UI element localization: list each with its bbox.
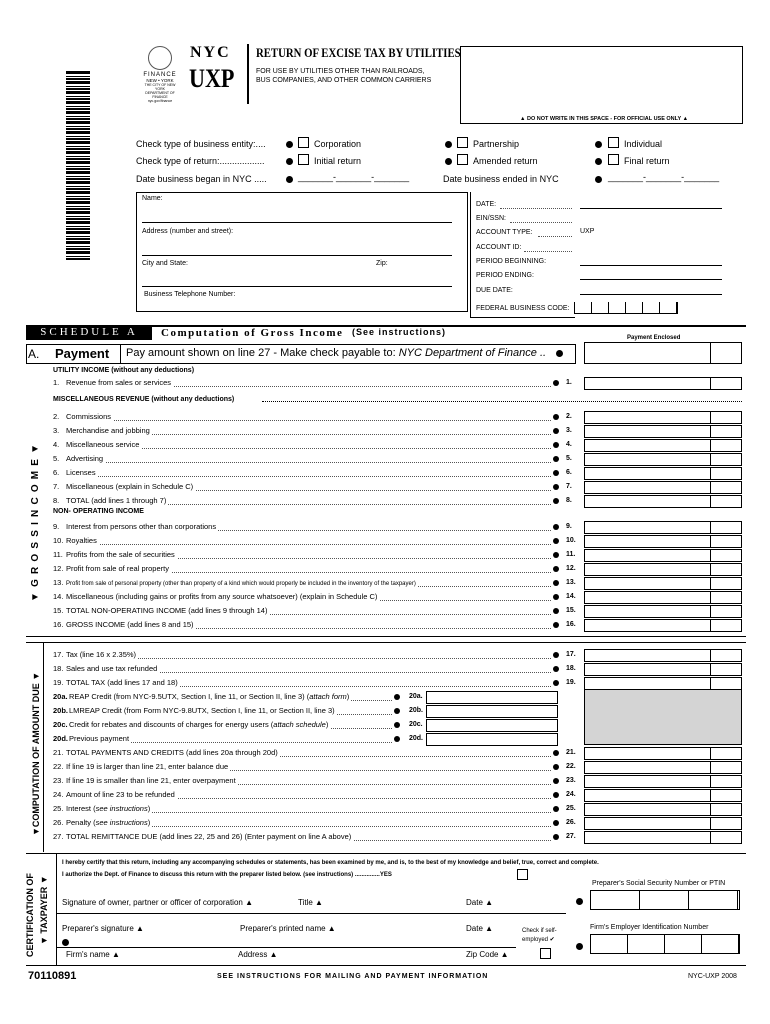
line-description: Profit from sale of real property [66, 564, 169, 573]
line-description: Revenue from sales or services [66, 378, 172, 387]
line-amount-field[interactable] [584, 549, 742, 562]
line-row [53, 817, 152, 829]
line-number: 23. [53, 775, 66, 787]
line-amount-field[interactable] [584, 425, 742, 438]
line-number: 2. [53, 411, 66, 423]
line-row [53, 733, 131, 745]
line-number: 24. [53, 789, 66, 801]
line-description: Profit from sale of personal property (other than property of a kind which would properly be included in the inventory of the taxpayer) [66, 581, 416, 587]
line-number: 14. [53, 591, 66, 603]
line-row [53, 705, 337, 717]
corporation-checkbox[interactable] [298, 137, 309, 148]
official-use-label: ▲ DO NOT WRITE IN THIS SPACE - FOR OFFICIAL USE ONLY ▲ [520, 116, 689, 122]
line-description: TOTAL REMITTANCE DUE (add lines 22, 25 and 26) (Enter payment on line A above) [66, 832, 352, 841]
mailing-instructions: SEE INSTRUCTIONS FOR MAILING AND PAYMENT INFORMATION [217, 973, 489, 980]
line-description: TOTAL NON-OPERATING INCOME (add lines 9 through 14) [66, 606, 268, 615]
line-number: 6. [53, 467, 66, 479]
line-ref-number: 25. [566, 805, 576, 812]
line-row [53, 649, 138, 661]
line-ref-number: 17. [566, 651, 576, 658]
line-description: Licenses [66, 468, 96, 477]
line-description: Advertising [66, 454, 104, 463]
line-row [53, 691, 351, 703]
line-row [53, 495, 168, 507]
line-ref-number: 20b. [409, 707, 424, 714]
federal-business-code-field[interactable] [574, 302, 678, 314]
line-row [53, 591, 379, 603]
gross-income-side-label: ▼ G R O S S I N C O M E ▼ [30, 442, 41, 602]
line-number: 20b. [53, 706, 69, 715]
form-code: UXP [189, 64, 235, 93]
line-description: Previous payment [69, 734, 130, 743]
line-number: 9. [53, 521, 66, 533]
line-description: Sales and use tax refunded [66, 664, 158, 673]
line-description: Profits from the sale of securities [66, 550, 175, 559]
line-row [53, 619, 196, 631]
line-number: 8. [53, 495, 66, 507]
schedule-see-instructions: (See instructions) [352, 327, 447, 337]
line-number: 20d. [53, 734, 69, 743]
line-row [53, 467, 98, 479]
account-type-value: UXP [580, 228, 595, 235]
cert-side-label-2: ▼ TAXPAYER ▼ [39, 875, 49, 945]
line-number: 17. [53, 649, 66, 661]
line-ref-number: 20d. [409, 735, 424, 742]
line-number: 10. [53, 535, 66, 547]
line-row [53, 663, 159, 675]
line-amount-field[interactable] [584, 411, 742, 424]
line-ref-number: 14. [566, 593, 576, 600]
line-description: Merchandise and jobbing [66, 426, 150, 435]
name-field[interactable] [142, 222, 452, 223]
shaded-area [584, 689, 742, 745]
initial-return-checkbox[interactable] [298, 154, 309, 165]
partnership-checkbox[interactable] [457, 137, 468, 148]
misc-revenue-header: MISCELLANEOUS REVENUE (without any deductions) [53, 396, 235, 403]
line-ref-number: 9. [566, 523, 572, 530]
nonop-income-header: NON- OPERATING INCOME [53, 508, 144, 515]
line-ref-number: 8. [566, 497, 572, 504]
period-ending-field[interactable] [580, 279, 722, 280]
preparer-date-label: Date ▲ [466, 924, 494, 933]
line-ref-number: 6. [566, 469, 572, 476]
line-ref-number: 16. [566, 621, 576, 628]
period-ending-label: PERIOD ENDING: [476, 272, 534, 279]
line-row [53, 803, 152, 815]
line-number: 7. [53, 481, 66, 493]
address-label: Address (number and street): [142, 228, 234, 235]
line-ref-number: 5. [566, 455, 572, 462]
line-description: TOTAL PAYMENTS AND CREDITS (add lines 20a through 20d) [66, 748, 278, 757]
line-row [53, 549, 177, 561]
line-ref-number: 27. [566, 833, 576, 840]
line-description: Miscellaneous (including gains or profits from any source whatsoever) (explain in Schedule C) [66, 592, 378, 601]
individual-label: Individual [624, 139, 663, 149]
line-row [53, 481, 195, 493]
line-amount-field[interactable] [584, 495, 742, 508]
line-number: 13. [53, 577, 66, 589]
line-amount-field[interactable] [584, 521, 742, 534]
final-return-label: Final return [624, 156, 670, 166]
barcode [66, 70, 90, 260]
line-amount-field[interactable] [584, 649, 742, 662]
firm-ein-label: Firm's Employer Identification Number [590, 924, 709, 931]
line-ref-number: 12. [566, 565, 576, 572]
signature-label: Signature of owner, partner or officer of corporation ▲ [62, 898, 253, 907]
account-type-label: ACCOUNT TYPE: [476, 229, 533, 236]
line-ref-number: 3. [566, 427, 572, 434]
line-row [53, 677, 180, 689]
payment-instruction: Pay amount shown on line 27 - Make check payable to: NYC Department of Finance .. [126, 347, 547, 359]
address-field[interactable] [142, 255, 452, 256]
line-row [53, 719, 330, 731]
period-beginning-field[interactable] [580, 265, 722, 266]
certification-statement: I hereby certify that this return, including any accompanying schedules or statements, has been examined by me, and is, to the best of my knowledge and belief, true, correct and complete. [62, 860, 599, 866]
due-date-field[interactable] [580, 294, 722, 295]
zip-label: Zip: [376, 260, 388, 267]
line-number: 15. [53, 605, 66, 617]
date-ended-label: Date business ended in NYC [443, 174, 559, 184]
date-field[interactable] [580, 208, 722, 209]
line-amount-field[interactable] [426, 691, 558, 704]
line-description: TOTAL TAX (add lines 17 and 18) [66, 678, 178, 687]
line-description: Tax (line 16 x 2.35%) [66, 650, 137, 659]
line-number: 5. [53, 453, 66, 465]
payment-enclosed-label: Payment Enclosed [627, 335, 681, 341]
line-ref-number: 23. [566, 777, 576, 784]
self-employed-checkbox[interactable] [540, 948, 551, 959]
line-row [53, 761, 230, 773]
amended-return-label: Amended return [473, 156, 538, 166]
line-amount-field[interactable] [584, 619, 742, 632]
line-ref-number: 20c. [409, 721, 423, 728]
line-number: 27. [53, 831, 66, 843]
line-row [53, 453, 105, 465]
federal-business-code-label: FEDERAL BUSINESS CODE: [476, 305, 570, 312]
line-number: 16. [53, 619, 66, 631]
line-description: TOTAL (add lines 1 through 7) [66, 496, 167, 505]
firm-name-label: Firm's name ▲ [66, 950, 120, 959]
line-number: 21. [53, 747, 66, 759]
line-row [53, 411, 113, 423]
form-id: NYC-UXP 2008 [688, 973, 737, 980]
initial-return-label: Initial return [314, 156, 362, 166]
line-amount-field[interactable] [584, 577, 742, 590]
authorize-yes-checkbox[interactable] [517, 869, 528, 880]
preparer-name-label: Preparer's printed name ▲ [240, 924, 336, 933]
line-description: If line 19 is smaller than line 21, enter overpayment [66, 776, 236, 785]
line-ref-number: 2. [566, 413, 572, 420]
line-amount-field[interactable] [584, 439, 742, 452]
nyc-label: NYC [190, 44, 231, 61]
line-description: Commissions [66, 412, 112, 421]
line-amount-field[interactable] [426, 719, 558, 732]
line-amount-field[interactable] [584, 747, 742, 760]
line-description: Interest from persons other than corporations [66, 522, 217, 531]
line-row [53, 563, 171, 575]
line-ref-number: 24. [566, 791, 576, 798]
official-use-box [460, 46, 743, 124]
line-ref-number: 18. [566, 665, 576, 672]
ein-label: EIN/SSN: [476, 215, 506, 222]
city-label: City and State: [142, 260, 188, 267]
firm-zip-label: Zip Code ▲ [466, 950, 509, 959]
form-subtitle-2: BUS COMPANIES, AND OTHER COMMON CARRIERS [256, 77, 432, 84]
date-ended-field[interactable]: _______-_______-_______ [608, 172, 720, 182]
title-label: Title ▲ [298, 898, 323, 907]
phone-label: Business Telephone Number: [144, 291, 236, 298]
self-employed-label-2: employed ✔ [522, 937, 555, 943]
line-ref-number: 22. [566, 763, 576, 770]
line-amount-field[interactable] [584, 605, 742, 618]
line-amount-field[interactable] [584, 453, 742, 466]
line-description: Penalty (see instructions) [66, 818, 151, 827]
line-amount-field[interactable] [584, 789, 742, 802]
firm-ein-field[interactable] [590, 934, 740, 954]
period-beginning-label: PERIOD BEGINNING: [476, 258, 547, 265]
name-label: Name: [142, 195, 163, 202]
city-seal: FINANCE NEW • YORK THE CITY OF NEW YORK DEPARTMENT OF FINANCE nyc.gov/finance [140, 46, 180, 100]
line-description: GROSS INCOME (add lines 8 and 15) [66, 620, 194, 629]
preparer-ssn-field[interactable] [590, 890, 740, 910]
form-number: 70110891 [28, 970, 77, 982]
date-began-label: Date business began in NYC ..... [136, 174, 267, 184]
authorize-statement: I authorize the Dept. of Finance to discuss this return with the preparer listed below. (see instructions) ...............YES [62, 872, 392, 878]
line-number: 12. [53, 563, 66, 575]
line-ref-number: 4. [566, 441, 572, 448]
line-description: Amount of line 23 to be refunded [66, 790, 175, 799]
line-amount-field[interactable] [584, 831, 742, 844]
line-description: Credit for rebates and discounts of charges for energy users (attach schedule) [69, 720, 329, 729]
line-number: 20c. [53, 720, 68, 729]
payment-label: Payment [55, 346, 110, 361]
line-number: 26. [53, 817, 66, 829]
line-a-letter: A. [28, 347, 40, 361]
line-number: 20a. [53, 692, 68, 701]
line-ref-number: 10. [566, 537, 576, 544]
line-ref-number: 13. [566, 579, 576, 586]
cert-side-label-1: CERTIFICATION OF [25, 873, 35, 957]
line-amount-field[interactable] [584, 377, 742, 390]
account-id-label: ACCOUNT ID: [476, 244, 522, 251]
partnership-label: Partnership [473, 139, 520, 149]
line-number: 22. [53, 761, 66, 773]
individual-checkbox[interactable] [608, 137, 619, 148]
line-row [53, 577, 418, 589]
line-description: Miscellaneous service [66, 440, 140, 449]
line-ref-number: 21. [566, 749, 576, 756]
final-return-checkbox[interactable] [608, 154, 619, 165]
line-description: LMREAP Credit (from Form NYC-9.8UTX, Section I, line 11, or Section II, line 3) [69, 706, 335, 715]
amended-return-checkbox[interactable] [457, 154, 468, 165]
entity-type-label: Check type of business entity:.... [136, 139, 266, 149]
line-description: REAP Credit (from NYC-9.5UTX, Section I, line 11, or Section II, line 3) (attach form) [69, 692, 350, 701]
line-description: Miscellaneous (explain in Schedule C) [66, 482, 194, 491]
line-ref-number: 7. [566, 483, 572, 490]
line-amount-field[interactable] [584, 467, 742, 480]
line-row [53, 789, 177, 801]
line-amount-field[interactable] [426, 733, 558, 746]
line-amount-field[interactable] [584, 761, 742, 774]
line-amount-field[interactable] [584, 535, 742, 548]
line-row [53, 747, 280, 759]
line-amount-field[interactable] [426, 705, 558, 718]
line-row [53, 425, 152, 437]
line-amount-field[interactable] [584, 677, 742, 690]
preparer-signature-label: Preparer's signature ▲ [62, 924, 144, 933]
line-number: 4. [53, 439, 66, 451]
account-info-box [470, 192, 575, 318]
due-date-label: DUE DATE: [476, 287, 513, 294]
line-row [53, 439, 141, 451]
line-amount-field[interactable] [584, 803, 742, 816]
preparer-ssn-label: Preparer's Social Security Number or PTIN [592, 880, 726, 887]
date-began-field[interactable]: _______-_______-_______ [298, 172, 410, 182]
utility-income-header: UTILITY INCOME (without any deductions) [53, 367, 195, 374]
line-ref-number: 1. [566, 379, 572, 386]
firm-address-label: Address ▲ [238, 950, 278, 959]
line-number: 19. [53, 677, 66, 689]
line-amount-field[interactable] [584, 663, 742, 676]
line-ref-number: 11. [566, 551, 576, 558]
line-row [53, 605, 269, 617]
line-row [53, 535, 99, 547]
line-ref-number: 15. [566, 607, 576, 614]
line-description: Royalties [66, 536, 97, 545]
schedule-heading: Computation of Gross Income [161, 327, 344, 339]
line-number: 18. [53, 663, 66, 675]
line-amount-field[interactable] [584, 775, 742, 788]
date-label: DATE: [476, 201, 497, 208]
line-amount-field[interactable] [584, 481, 742, 494]
line-row [53, 775, 238, 787]
self-employed-label: Check if self- [522, 928, 557, 934]
line-ref-number: 26. [566, 819, 576, 826]
line-row [53, 377, 173, 389]
schedule-a-tab: SCHEDULE A [26, 325, 152, 340]
line-number: 25. [53, 803, 66, 815]
city-field[interactable] [142, 286, 452, 287]
line-number: 11. [53, 549, 66, 561]
computation-side-label: ▼COMPUTATION OF AMOUNT DUE ▼ [31, 671, 41, 836]
line-amount-field[interactable] [584, 563, 742, 576]
line-description: Interest (see instructions) [66, 804, 151, 813]
line-ref-number: 20a. [409, 693, 423, 700]
corporation-label: Corporation [314, 139, 362, 149]
return-type-label: Check type of return:.................. [136, 156, 265, 166]
line-description: If line 19 is larger than line 21, enter balance due [66, 762, 229, 771]
form-subtitle-1: FOR USE BY UTILITIES OTHER THAN RAILROADS, [256, 68, 425, 75]
date-sign-label: Date ▲ [466, 898, 494, 907]
line-number: 1. [53, 377, 66, 389]
line-amount-field[interactable] [584, 817, 742, 830]
line-number: 3. [53, 425, 66, 437]
line-ref-number: 19. [566, 679, 576, 686]
line-row [53, 521, 218, 533]
form-title: RETURN OF EXCISE TAX BY UTILITIES [256, 46, 461, 60]
line-amount-field[interactable] [584, 591, 742, 604]
line-row [53, 831, 353, 843]
payment-enclosed-field[interactable] [584, 342, 742, 364]
